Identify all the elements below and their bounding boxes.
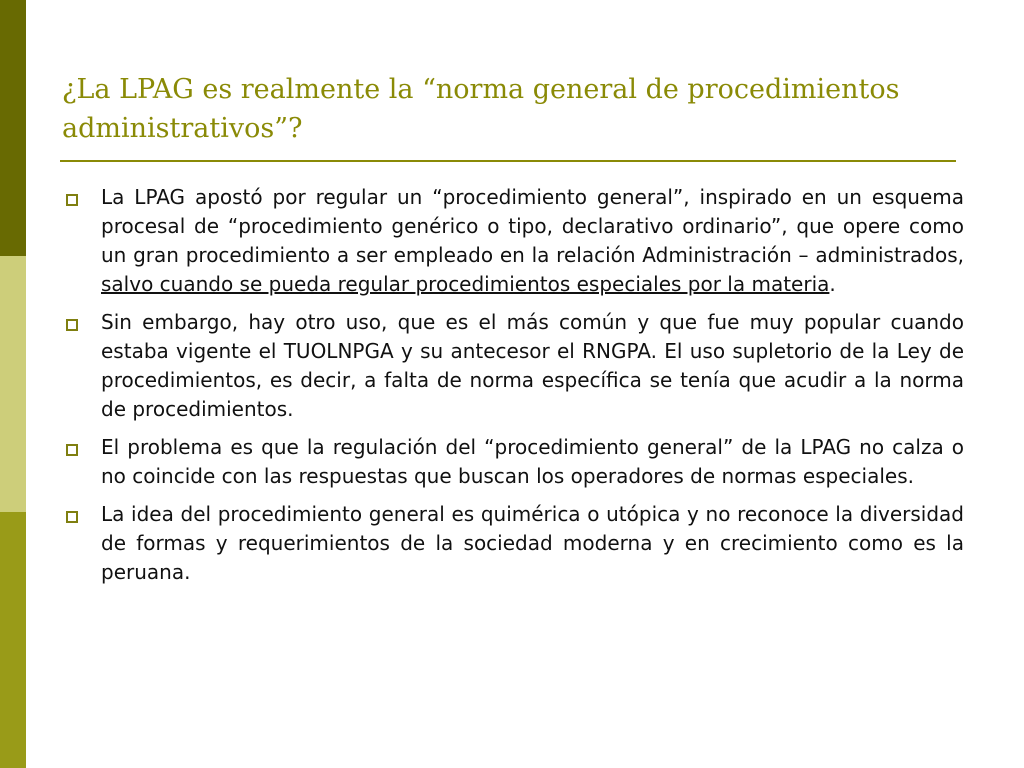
square-bullet-icon bbox=[66, 319, 78, 331]
bullet-item-4 bbox=[64, 500, 964, 587]
bullet-list bbox=[64, 183, 964, 596]
bullet-2-text: Sin embargo, hay otro uso, que es el más común y que fue muy popular cuando estaba vigente el TUOLNPGA y su antecesor el RNGPA. El uso supletorio de la Ley de procedimientos, es decir, a falta de norma específica se tenía que acudir a la norma de procedimientos. bbox=[101, 310, 964, 421]
bullet-1-ending: . bbox=[829, 272, 836, 296]
bullet-1-text: La LPAG apostó por regular un “procedimiento general”, inspirado en un esquema procesal de “procedimiento genérico o tipo, declarativo ordinario”, que opere como un gran procedimiento a ser empleado en la relación Administración – administrados, bbox=[101, 185, 964, 267]
bullet-3-text: El problema es que la regulación del “procedimiento general” de la LPAG no calza o no coincide con las respuestas que buscan los operadores de normas especiales. bbox=[101, 435, 964, 488]
bullet-item-3 bbox=[64, 433, 964, 491]
bullet-4-text: La idea del procedimiento general es quimérica o utópica y no reconoce la diversidad de formas y requerimientos de la sociedad moderna y en crecimiento como es la peruana. bbox=[101, 502, 964, 584]
square-bullet-icon bbox=[66, 511, 78, 523]
sidebar-stripe-top bbox=[0, 0, 26, 256]
sidebar-stripe-bottom bbox=[0, 512, 26, 768]
title-divider bbox=[60, 160, 956, 162]
sidebar-stripe-middle bbox=[0, 256, 26, 512]
slide-title: ¿La LPAG es realmente la “norma general de procedimientos administrativos”? bbox=[62, 74, 900, 144]
bullet-item-2 bbox=[64, 308, 964, 424]
bullet-item-1 bbox=[64, 183, 964, 299]
square-bullet-icon bbox=[66, 194, 78, 206]
bullet-1-underlined-text: salvo cuando se pueda regular procedimientos especiales por la materia bbox=[101, 272, 830, 296]
square-bullet-icon bbox=[66, 444, 78, 456]
